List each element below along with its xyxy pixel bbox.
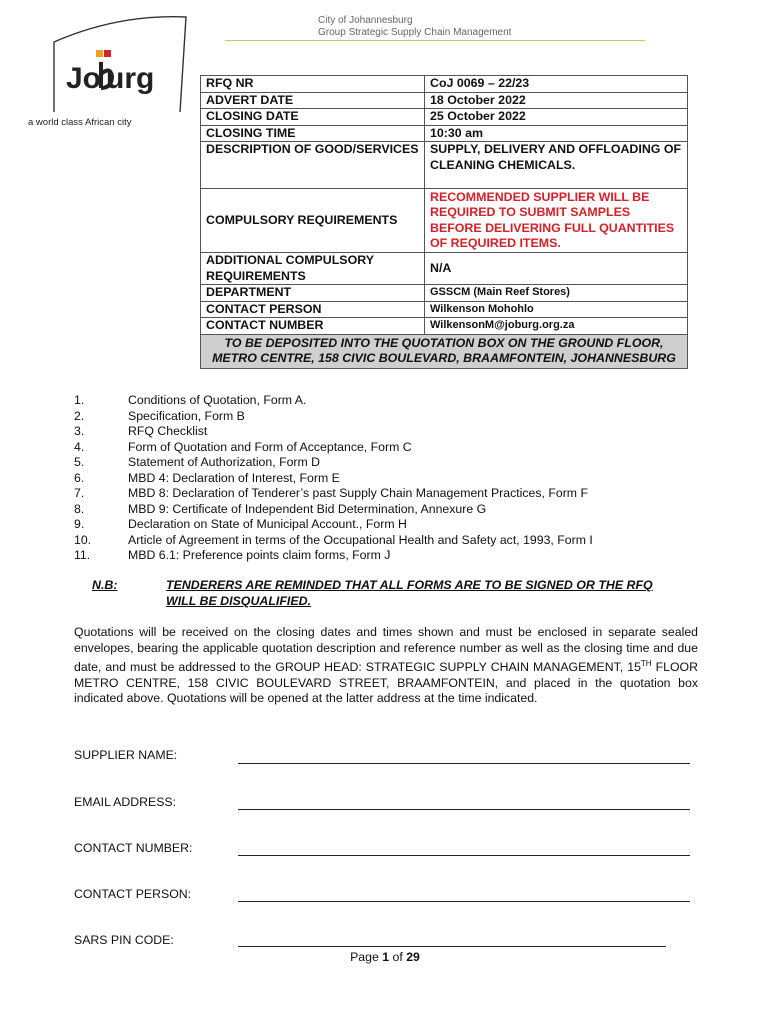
list-item-text: RFQ Checklist bbox=[128, 424, 208, 438]
list-item-text: MBD 4: Declaration of Interest, Form E bbox=[128, 470, 340, 485]
additional-label: ADDITIONAL COMPULSORY REQUIREMENTS bbox=[201, 253, 425, 285]
joburg-logo bbox=[28, 14, 188, 134]
table-row bbox=[201, 189, 688, 253]
table-row bbox=[201, 285, 688, 302]
compulsory-value: RECOMMENDED SUPPLIER WILL BE REQUIRED TO SUBMIT SAMPLES BEFORE DELIVERING FULL QUANTITIES OF REQUIRED ITEMS. bbox=[425, 189, 688, 253]
department-value: GSSCM (Main Reef Stores) bbox=[425, 285, 688, 302]
list-item-number: 11. bbox=[74, 548, 91, 562]
list-item-number: 9. bbox=[74, 517, 85, 531]
page-footer bbox=[0, 950, 770, 964]
submission-instructions bbox=[74, 625, 698, 707]
contact-number-field[interactable] bbox=[238, 855, 690, 856]
contact-number-label: CONTACT NUMBER bbox=[201, 318, 425, 335]
list-item-number: 1. bbox=[74, 393, 85, 407]
logo-tagline: a world class African city bbox=[28, 117, 132, 128]
page-number: 1 bbox=[382, 950, 390, 964]
page-total: 29 bbox=[406, 950, 420, 964]
svg-text:urg: urg bbox=[106, 62, 155, 95]
list-item bbox=[74, 393, 593, 409]
supplier-name-field[interactable] bbox=[238, 763, 690, 764]
list-item-number: 10. bbox=[74, 532, 92, 547]
list-item bbox=[74, 440, 593, 456]
list-item-text: MBD 6.1: Preference points claim forms, Form J bbox=[128, 548, 391, 562]
contact-person-label: CONTACT PERSON bbox=[201, 301, 425, 318]
list-item-text: Specification, Form B bbox=[128, 408, 245, 423]
closing-date-value: 25 October 2022 bbox=[425, 109, 688, 126]
rfq-nr-label: RFQ NR bbox=[201, 76, 425, 93]
list-item bbox=[74, 486, 593, 502]
instructions-superscript: TH bbox=[640, 659, 652, 668]
header-dept: Group Strategic Supply Chain Management bbox=[318, 27, 512, 38]
list-item bbox=[74, 409, 593, 425]
header-rule bbox=[225, 40, 645, 41]
closing-time-label: CLOSING TIME bbox=[201, 125, 425, 142]
rfq-nr-value: CoJ 0069 – 22/23 bbox=[425, 76, 688, 93]
list-item bbox=[74, 471, 593, 487]
nb-label: N.B: bbox=[92, 578, 118, 592]
joburg-logo-icon bbox=[28, 14, 188, 134]
email-address-label: EMAIL ADDRESS: bbox=[74, 795, 177, 809]
list-item-text: MBD 8: Declaration of Tenderer’s past Supply Chain Management Practices, Form F bbox=[128, 486, 588, 500]
table-row bbox=[201, 253, 688, 285]
contact-person-field[interactable] bbox=[238, 901, 690, 902]
list-item-text: Article of Agreement in terms of the Occupational Health and Safety act, 1993, Form I bbox=[128, 532, 593, 547]
closing-date-label: CLOSING DATE bbox=[201, 109, 425, 126]
deposit-note: TO BE DEPOSITED INTO THE QUOTATION BOX ON THE GROUND FLOOR, METRO CENTRE, 158 CIVIC BOULEVARD, BRAAMFONTEIN, JOHANNESBURG bbox=[201, 334, 688, 368]
contact-number-field-label: CONTACT NUMBER: bbox=[74, 841, 193, 855]
table-row bbox=[201, 334, 688, 368]
advert-date-value: 18 October 2022 bbox=[425, 92, 688, 109]
advert-date-label: ADVERT DATE bbox=[201, 92, 425, 109]
description-label: DESCRIPTION OF GOOD/SERVICES bbox=[201, 142, 425, 189]
list-item-number: 8. bbox=[74, 501, 85, 516]
contact-person-value: Wilkenson Mohohlo bbox=[425, 301, 688, 318]
page-word: Page bbox=[350, 950, 379, 964]
rfq-details-table bbox=[200, 75, 688, 369]
list-item-number: 5. bbox=[74, 455, 85, 469]
list-item-text: Conditions of Quotation, Form A. bbox=[128, 393, 307, 407]
department-label: DEPARTMENT bbox=[201, 285, 425, 302]
list-item bbox=[74, 502, 593, 518]
list-item-text: Statement of Authorization, Form D bbox=[128, 455, 321, 469]
email-address-field[interactable] bbox=[238, 809, 690, 810]
list-item-text: Declaration on State of Municipal Account., Form H bbox=[128, 517, 407, 531]
list-item-number: 2. bbox=[74, 408, 85, 423]
of-word: of bbox=[392, 950, 403, 964]
nb-warning: TENDERERS ARE REMINDED THAT ALL FORMS ARE TO BE SIGNED OR THE RFQ WILL BE DISQUALIFIED. bbox=[166, 578, 653, 608]
table-row bbox=[201, 318, 688, 335]
additional-value: N/A bbox=[425, 253, 688, 285]
list-item bbox=[74, 533, 593, 549]
instructions-part-2: FLOOR METRO CENTRE, 158 CIVIC BOULEVARD STREET, BRAAMFONTEIN, and placed in the quotation box indicated above. Quotations will be opened at the latter address at the time indicated. bbox=[74, 660, 698, 706]
list-item-text: Form of Quotation and Form of Acceptance, Form C bbox=[128, 439, 412, 454]
list-item-text: MBD 9: Certificate of Independent Bid Determination, Annexure G bbox=[128, 501, 487, 516]
list-item bbox=[74, 424, 593, 440]
list-item bbox=[74, 517, 593, 533]
table-row bbox=[201, 301, 688, 318]
header-org: City of Johannesburg bbox=[318, 15, 413, 26]
table-row bbox=[201, 125, 688, 142]
svg-text:Jo: Jo bbox=[66, 62, 102, 95]
supplier-name-label: SUPPLIER NAME: bbox=[74, 748, 178, 762]
list-item bbox=[74, 548, 593, 564]
table-row bbox=[201, 92, 688, 109]
list-item-number: 7. bbox=[74, 486, 85, 500]
list-item-number: 4. bbox=[74, 439, 85, 454]
closing-time-value: 10:30 am bbox=[425, 125, 688, 142]
table-row bbox=[201, 76, 688, 93]
sars-pin-field[interactable] bbox=[238, 946, 666, 947]
table-row bbox=[201, 142, 688, 189]
list-item-number: 3. bbox=[74, 424, 85, 438]
description-value: SUPPLY, DELIVERY AND OFFLOADING OF CLEANING CHEMICALS. bbox=[425, 142, 688, 189]
contact-person-field-label: CONTACT PERSON: bbox=[74, 887, 192, 901]
list-item-number: 6. bbox=[74, 470, 85, 485]
forms-list bbox=[74, 393, 593, 564]
instructions-part-1: Quotations will be received on the closing dates and times shown and must be enclosed in separate sealed envelopes, bearing the applicable quotation description and reference number as well as the closing time and due date, and must be addressed to the GROUP HEAD: STRATEGIC SUPPLY CHAIN MANAGEMENT, 15 bbox=[74, 625, 698, 675]
list-item bbox=[74, 455, 593, 471]
contact-number-value: WilkensonM@joburg.org.za bbox=[425, 318, 688, 335]
table-row bbox=[201, 109, 688, 126]
sars-pin-label: SARS PIN CODE: bbox=[74, 933, 174, 947]
compulsory-label: COMPULSORY REQUIREMENTS bbox=[201, 189, 425, 253]
